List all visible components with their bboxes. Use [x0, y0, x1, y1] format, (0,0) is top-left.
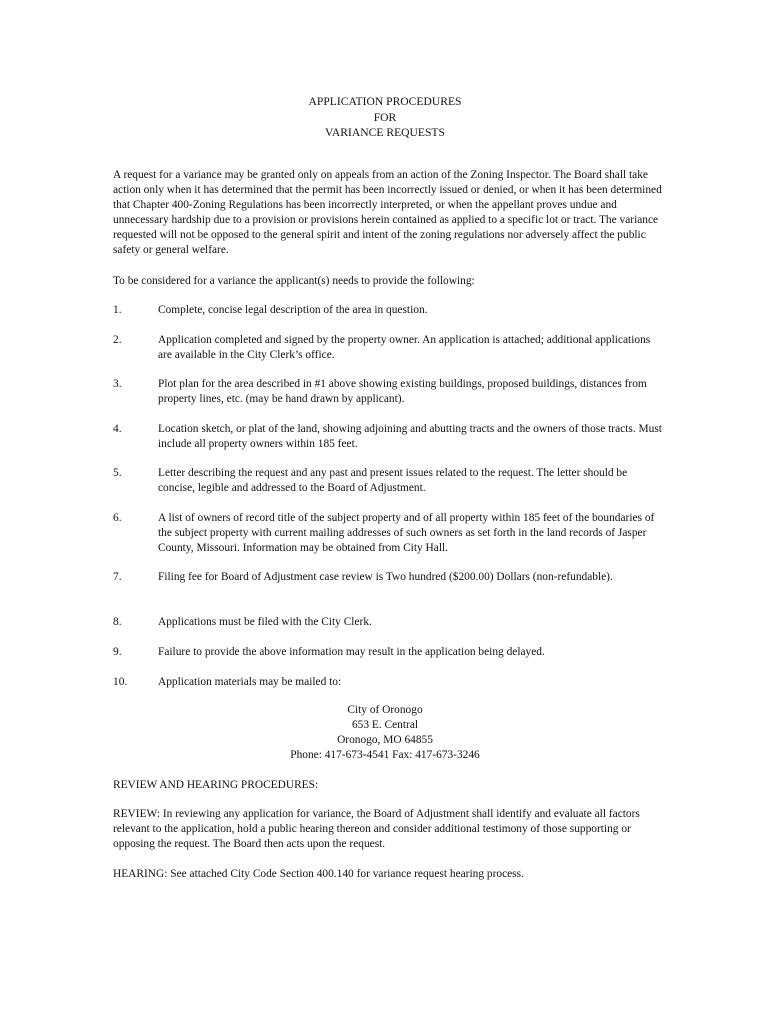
list-item-number: 9.	[113, 646, 122, 658]
address-phone-fax: Phone: 417-673-4541 Fax: 417-673-3246	[290, 749, 480, 761]
title-line-2: FOR	[373, 110, 397, 124]
list-item-number: 8.	[113, 616, 122, 628]
list-item-number: 10.	[113, 676, 128, 688]
list-item-text: Failure to provide the above information may result in the application being delayed.	[158, 646, 545, 658]
list-item-text: Applications must be filed with the City Clerk.	[158, 616, 372, 628]
list-item-text: Plot plan for the area described in #1 above showing existing buildings, proposed buildings, distances from property lines, etc. (may be hand drawn by applicant).	[158, 378, 647, 405]
list-item-text: Application completed and signed by the property owner. An application is attached; additional applications are available in the City Clerk’s office.	[158, 334, 651, 361]
intro-paragraph: A request for a variance may be granted only on appeals from an action of the Zoning Inspector. The Board shall take action only when it has determined that the permit has been incorrectly issued or denied, or when it has been determined that Chapter 400-Zoning Regulations has been incorrectly interpreted, or when the appellant proves undue and unnecessary hardship due to a provision or provisions herein contained as applied to a specific lot or tract. The variance requested will not be opposed to the general spirit and intent of the zoning regulations nor adversely affect the public safety or general welfare.	[113, 169, 662, 256]
address-name: City of Oronogo	[347, 704, 423, 716]
document-title	[0, 94, 770, 141]
address-street: 653 E. Central	[351, 719, 419, 731]
list-item-text: Application materials may be mailed to:	[158, 676, 342, 688]
list-item-number: 3.	[113, 378, 122, 390]
list-item-text: Location sketch, or plat of the land, showing adjoining and abutting tracts and the owners of those tracts. Must include all property owners within 185 feet.	[158, 423, 662, 450]
review-hearing-heading: REVIEW AND HEARING PROCEDURES:	[113, 779, 319, 791]
hearing-paragraph: HEARING: See attached City Code Section 400.140 for variance request hearing process.	[113, 868, 524, 880]
list-item-number: 7.	[113, 571, 122, 583]
title-line-3: VARIANCE REQUESTS	[325, 126, 445, 139]
address-city: Oronogo, MO 64855	[337, 734, 433, 746]
list-item-text: Filing fee for Board of Adjustment case review is Two hundred ($200.00) Dollars (non-refundable).	[158, 571, 613, 583]
requirements-lead: To be considered for a variance the applicant(s) needs to provide the following:	[113, 275, 475, 287]
list-item-number: 6.	[113, 512, 122, 524]
list-item-text: Letter describing the request and any past and present issues related to the request. The letter should be concise, legible and addressed to the Board of Adjustment.	[158, 467, 628, 494]
list-item-text: A list of owners of record title of the subject property and of all property within 185 feet of the boundaries of the subject property with current mailing addresses of such owners as set forth in the land records of Jasper County, Missouri. Information may be obtained from City Hall.	[158, 512, 655, 554]
list-item-text: Complete, concise legal description of the area in question.	[158, 304, 428, 316]
list-item-number: 2.	[113, 334, 122, 346]
list-item-number: 5.	[113, 467, 122, 479]
list-item-number: 4.	[113, 423, 122, 435]
title-line-1: APPLICATION PROCEDURES	[308, 95, 462, 108]
list-item-number: 1.	[113, 304, 122, 316]
mailing-address	[0, 703, 770, 763]
review-paragraph: REVIEW: In reviewing any application for variance, the Board of Adjustment shall identify and evaluate all factors relevant to the application, hold a public hearing thereon and consider additional testimony of those supporting or opposing the request. The Board then acts upon the request.	[113, 808, 640, 850]
